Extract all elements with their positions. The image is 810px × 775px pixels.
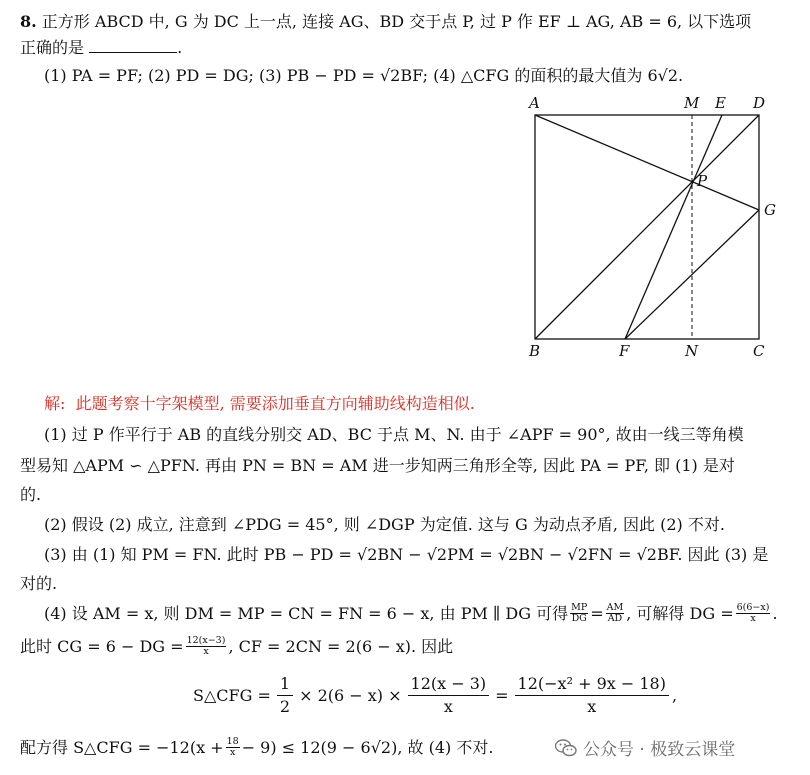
label-n: N <box>685 342 699 360</box>
solution-step4-line1 <box>44 603 778 624</box>
solution-step1-line2: 型易知 △APM ∽ △PFN. 再由 PN = BN = AM 进一步知两三角形全等, 因此 PA = PF, 即 (1) 是对 <box>20 456 735 475</box>
label-g: G <box>764 201 776 219</box>
formula-lhs: S△CFG = <box>193 686 271 705</box>
frac-den: x <box>587 697 597 716</box>
label-c: C <box>753 342 765 360</box>
fraction-cg <box>186 636 227 657</box>
question-options: (1) PA = PF; (2) PD = DG; (3) PB − PD = √2BF; (4) △CFG 的面积的最大值为 6√2. <box>44 66 684 85</box>
frac-num: 18 <box>226 736 239 747</box>
solution-step4-line2 <box>20 636 453 657</box>
question-line-1 <box>20 12 751 32</box>
segment-ag <box>535 115 759 210</box>
frac-den: x <box>229 747 236 758</box>
frac-num: 12(x−3) <box>186 635 226 646</box>
area-formula <box>190 673 677 718</box>
formula-frac-2 <box>408 673 490 718</box>
frac-den: AD <box>607 613 623 624</box>
question-number: 8. <box>20 12 37 31</box>
solution-intro <box>44 394 475 414</box>
solution-step1-line1: (1) 过 P 作平行于 AB 的直线分别交 AD、BC 于点 M、N. 由于 ∠APF = 90°, 故由一线三等角模 <box>44 425 744 444</box>
watermark-text: 公众号 · 极致云课堂 <box>583 740 736 760</box>
solution-step2: (2) 假设 (2) 成立, 注意到 ∠PDG = 45°, 则 ∠DGP 为定值. 这与 G 为动点矛盾, 因此 (2) 不对. <box>44 515 725 534</box>
solution-step3-line2: 对的. <box>20 574 58 593</box>
question-text-2-end: . <box>177 38 183 57</box>
frac-num: MP <box>571 602 588 613</box>
formula-half <box>277 673 293 718</box>
fraction-am-ad <box>606 603 625 624</box>
frac-num: 12(−x² + 9x − 18) <box>515 673 669 696</box>
solution-heading: 解: <box>44 394 66 413</box>
label-f: F <box>619 342 630 360</box>
fraction-dg <box>736 603 771 624</box>
answer-blank <box>89 38 177 53</box>
question-text-1: 正方形 ABCD 中, G 为 DC 上一点, 连接 AG、BD 交于点 P, 过 P 作 EF ⊥ AG, AB = 6, 以下选项 <box>41 12 752 31</box>
fraction-mp-dg <box>570 603 588 624</box>
label-a: A <box>529 94 540 112</box>
fraction-18-x <box>226 737 240 758</box>
step4-text-c: . <box>772 603 778 623</box>
label-p: P <box>697 172 708 190</box>
question-line-2 <box>20 38 182 58</box>
final-text-a: 配方得 S△CFG = −12(x + <box>20 737 224 757</box>
formula-end: , <box>671 686 678 705</box>
frac-den: x <box>750 613 756 624</box>
frac-num: AM <box>606 602 624 613</box>
solution-step1-line3: 的. <box>20 485 42 504</box>
formula-frac-3 <box>515 673 669 718</box>
label-d: D <box>753 94 766 112</box>
geometry-figure <box>515 90 785 360</box>
step4-text-b: , 可解得 DG = <box>626 603 734 623</box>
step4-line2-b: , CF = 2CN = 2(6 − x). 因此 <box>228 636 454 656</box>
frac-num: 12(x − 3) <box>408 673 490 696</box>
solution-intro-text: 此题考察十字架模型, 需要添加垂直方向辅助线构造相似. <box>75 394 475 413</box>
segment-ef <box>625 115 722 339</box>
question-text-2: 正确的是 <box>20 38 85 57</box>
frac-num: 6(6−x) <box>736 602 770 613</box>
wechat-icon <box>555 739 577 757</box>
frac-den: x <box>203 646 209 657</box>
label-b: B <box>529 342 541 360</box>
frac-den: 2 <box>279 697 291 716</box>
frac-den: DG <box>571 613 587 624</box>
formula-mid: × 2(6 − x) × <box>299 686 402 705</box>
step4-line2-a: 此时 CG = 6 − DG = <box>20 636 184 656</box>
frac-num: 1 <box>277 673 293 696</box>
segment-bd <box>535 115 759 339</box>
label-m: M <box>684 94 700 112</box>
step4-text-a: (4) 设 AM = x, 则 DM = MP = CN = FN = 6 − x, 由 PM ∥ DG 可得 <box>44 603 569 623</box>
solution-final-line <box>20 737 493 758</box>
solution-step3-line1: (3) 由 (1) 知 PM = FN. 此时 PB − PD = √2BN − √2PM = √2BN − √2FN = √2BF. 因此 (3) 是 <box>44 545 769 564</box>
step4-eq: = <box>590 603 604 623</box>
formula-eq: = <box>495 686 509 705</box>
label-e: E <box>715 94 726 112</box>
final-text-b: − 9) ≤ 12(9 − 6√2), 故 (4) 不对. <box>241 737 494 757</box>
frac-den: x <box>443 697 453 716</box>
watermark <box>555 735 735 760</box>
